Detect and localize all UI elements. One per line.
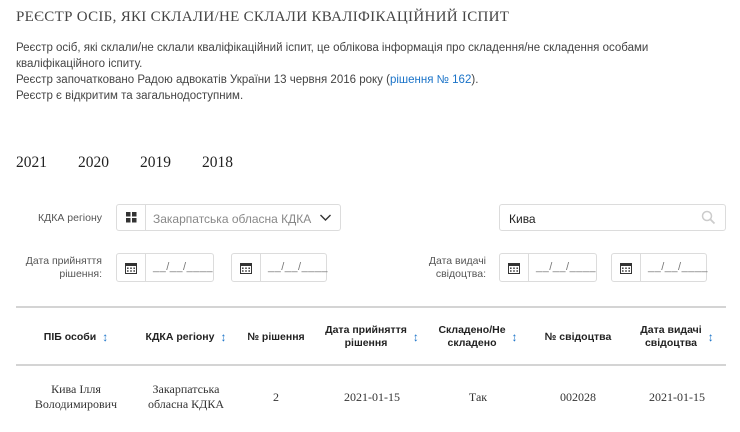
chevron-down-icon [319, 211, 332, 229]
sort-icon[interactable]: ↕ [412, 329, 419, 344]
certificate-date-to[interactable] [611, 253, 707, 282]
search-input-value: Кива [509, 212, 536, 226]
cell-decision-date: 2021-01-15 [344, 389, 400, 404]
decision-link[interactable]: рішення № 162 [389, 74, 472, 86]
column-header-name[interactable]: ПІБ особи ↕ [43, 329, 109, 344]
column-header-decision-date[interactable]: Дата прийняття рішення ↕ [325, 324, 419, 349]
year-tab-2020[interactable]: 2020 [78, 154, 109, 171]
calendar-icon [500, 254, 529, 281]
search-input[interactable] [499, 204, 726, 231]
description-line-2: Реєстр започатковано Радою адвокатів України 13 червня 2016 року (рішення № 162). [16, 74, 479, 86]
calendar-icon [232, 254, 261, 281]
sort-icon[interactable]: ↕ [511, 329, 518, 344]
year-tab-2019[interactable]: 2019 [140, 154, 171, 171]
sort-icon[interactable]: ↕ [220, 329, 227, 344]
cell-region: Закарпатська обласна КДКА [147, 382, 225, 411]
cell-certificate-no: 002028 [560, 389, 596, 404]
column-header-certificate-date[interactable]: Дата видачі свідоцтва ↕ [640, 324, 714, 349]
table-row [16, 366, 726, 428]
sort-icon[interactable]: ↕ [102, 329, 109, 344]
decision-date-label: Дата прийняття рішення: [25, 255, 102, 280]
sort-icon[interactable]: ↕ [707, 329, 714, 344]
column-header-passed[interactable]: Складено/Не складено ↕ [438, 324, 518, 349]
column-header-region[interactable]: КДКА регіону ↕ [145, 329, 227, 344]
table-header [16, 308, 726, 366]
page-title: РЕЄСТР ОСІБ, ЯКІ СКЛАЛИ/НЕ СКЛАЛИ КВАЛІФІКАЦІЙНИЙ ІСПИТ [16, 9, 510, 25]
date-placeholder: __/__/____ [648, 261, 709, 273]
cell-decision-no: 2 [273, 389, 279, 404]
registry-table [16, 306, 726, 428]
column-header-certificate-no: № свідоцтва [544, 330, 612, 343]
region-select[interactable] [116, 204, 341, 231]
cell-name: Кива Ілля Володимирович [34, 382, 118, 411]
grid-icon [117, 205, 146, 230]
column-header-decision-no: № рішення [247, 330, 305, 343]
decision-date-from[interactable] [116, 253, 214, 282]
region-filter-label: КДКА регіону [38, 212, 102, 224]
search-icon [701, 210, 716, 230]
cell-certificate-date: 2021-01-15 [649, 389, 705, 404]
date-placeholder: __/__/____ [268, 261, 329, 273]
date-placeholder: __/__/____ [536, 261, 597, 273]
region-select-value: Закарпатська обласна КДКА [153, 212, 312, 226]
cell-passed: Так [468, 389, 488, 404]
description-line-3: Реєстр є відкритим та загальнодоступним. [16, 90, 244, 102]
description-line-1: Реєстр осіб, які склали/не склали кваліфікаційний іспит, це облікова інформація про складення/не складення особами кваліфікаційного іспиту. [16, 42, 649, 70]
description [16, 40, 726, 104]
calendar-icon [117, 254, 146, 281]
year-tabs [16, 154, 264, 172]
calendar-icon [612, 254, 641, 281]
date-placeholder: __/__/____ [153, 261, 214, 273]
year-tab-2021[interactable]: 2021 [16, 154, 47, 171]
decision-date-to[interactable] [231, 253, 327, 282]
certificate-date-from[interactable] [499, 253, 597, 282]
year-tab-2018[interactable]: 2018 [202, 154, 233, 171]
certificate-date-label: Дата видачі свідоцтва: [428, 255, 486, 280]
